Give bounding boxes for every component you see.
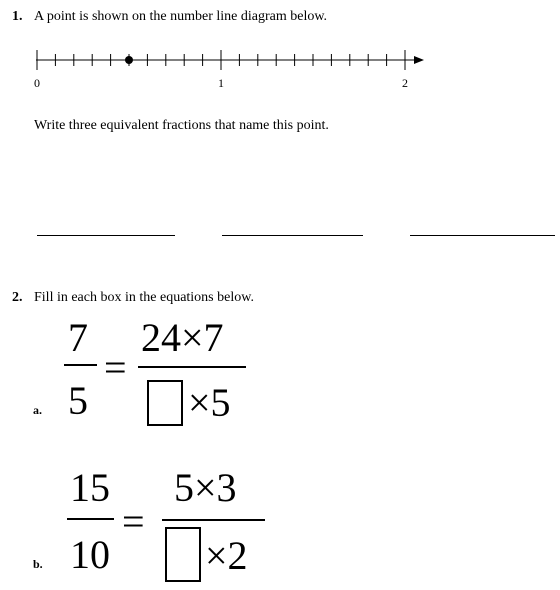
question-2-number: 2. [12, 290, 23, 305]
part-b-equals: = [122, 499, 145, 544]
part-b-left-fraction-bar [67, 518, 114, 520]
part-a-label: a. [33, 403, 42, 417]
number-line [28, 42, 428, 92]
number-line-arrow [414, 56, 424, 64]
number-line-ticks [37, 50, 405, 70]
part-a-equals: = [104, 345, 127, 390]
part-b-left-numerator: 15 [70, 465, 110, 510]
part-a-left-fraction-bar [64, 364, 97, 366]
question-1-instruction: Write three equivalent fractions that name this point. [34, 118, 329, 133]
part-a-answer-box[interactable] [147, 380, 183, 426]
answer-line-3[interactable] [410, 235, 555, 236]
question-1-number: 1. [12, 9, 23, 24]
question-1-prompt: A point is shown on the number line diagram below. [34, 9, 328, 24]
part-b-right-denominator: ×2 [205, 533, 248, 578]
part-b-label: b. [33, 557, 43, 571]
answer-line-1[interactable] [37, 235, 175, 236]
number-line-point [125, 56, 133, 64]
part-b-right-numerator: 5×3 [174, 465, 237, 510]
part-a-left-numerator: 7 [68, 315, 88, 360]
part-b-left-denominator: 10 [70, 532, 110, 577]
tick-label-1: 1 [218, 76, 224, 90]
part-a-right-numerator: 24×7 [141, 315, 224, 360]
question-2-prompt: Fill in each box in the equations below. [34, 290, 254, 305]
tick-label-0: 0 [34, 76, 40, 90]
part-b-right-fraction-bar [162, 519, 265, 521]
part-a-right-fraction-bar [138, 366, 246, 368]
tick-label-2: 2 [402, 76, 408, 90]
answer-line-2[interactable] [222, 235, 363, 236]
part-b-answer-box[interactable] [165, 527, 201, 582]
part-a-left-denominator: 5 [68, 378, 88, 423]
part-a-right-denominator: ×5 [188, 380, 231, 425]
